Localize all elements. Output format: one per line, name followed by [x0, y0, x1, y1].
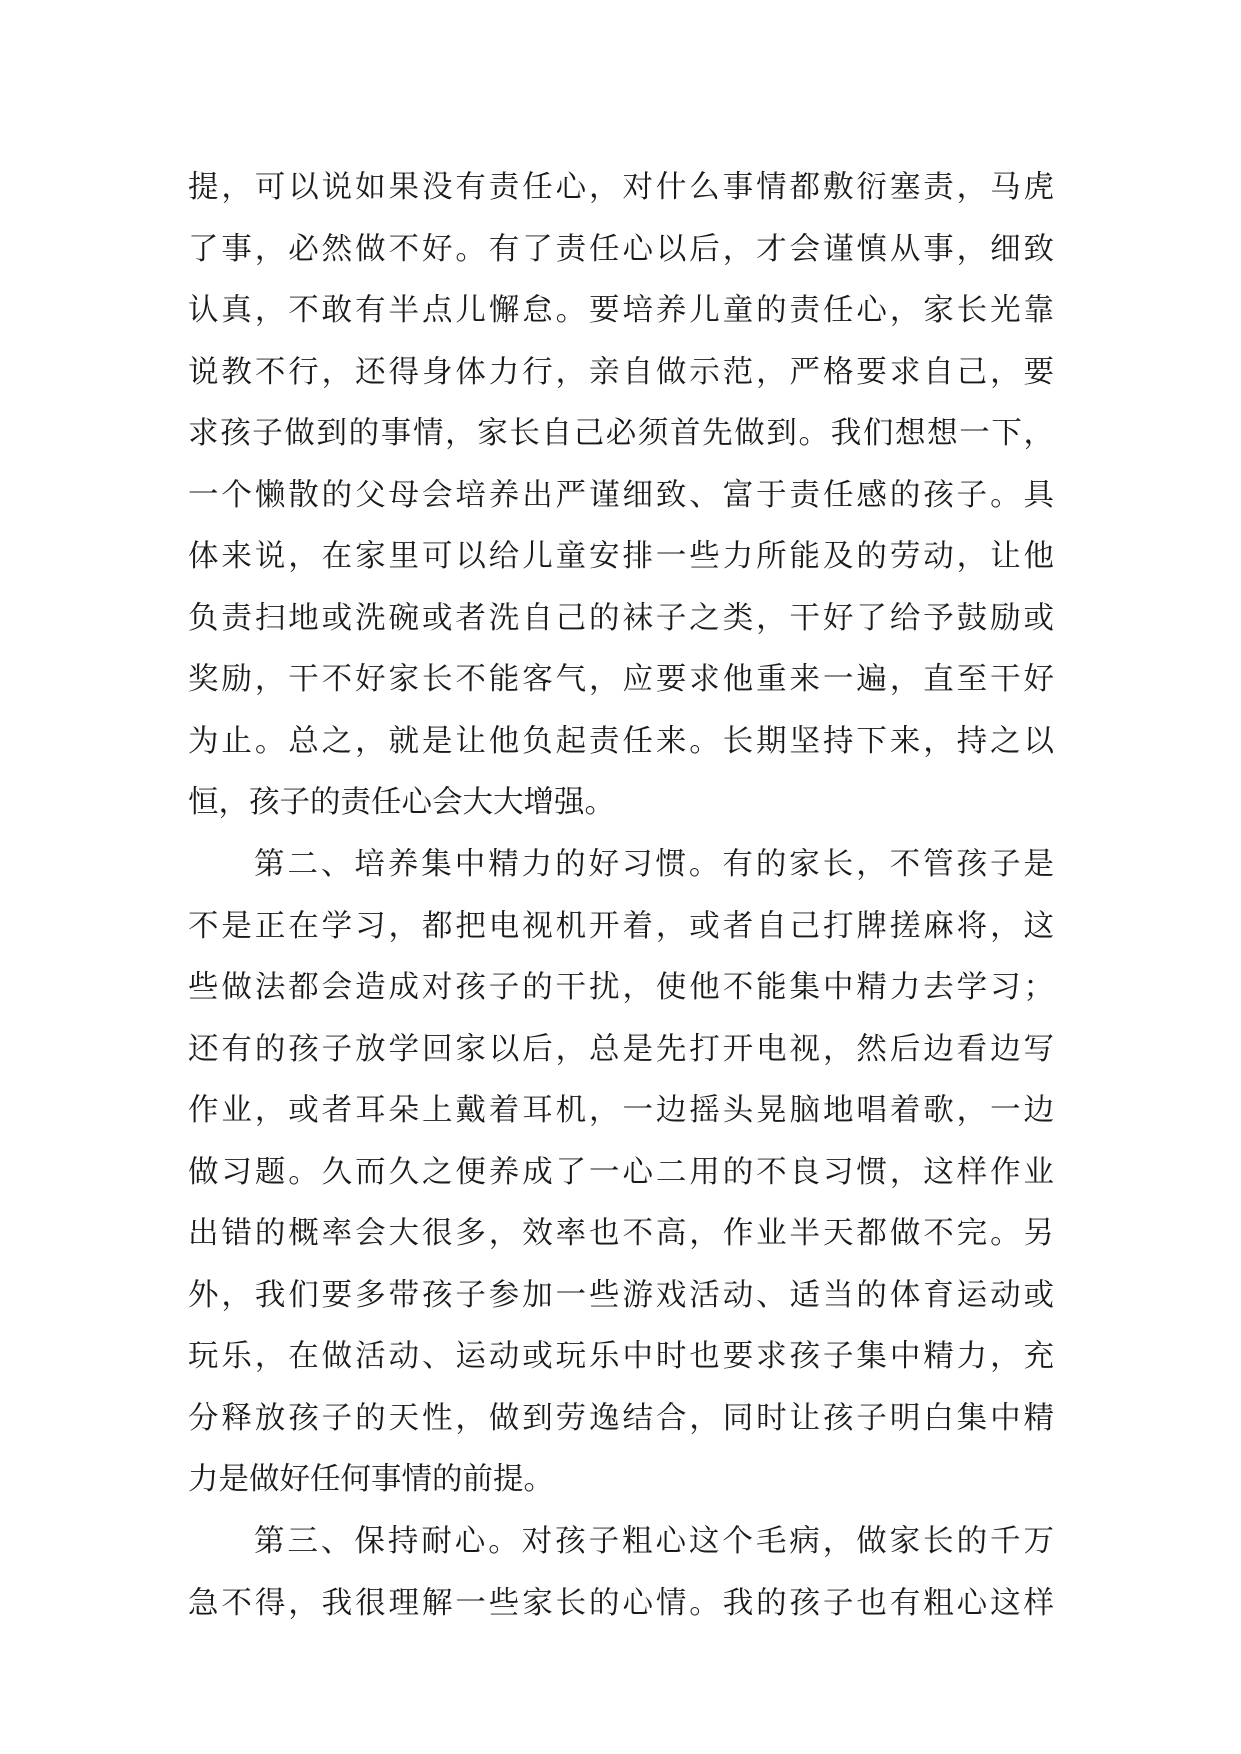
document-body — [188, 157, 1054, 1634]
text-line: 出错的概率会大很多，效率也不高，作业半天都做不完。另 — [188, 1216, 1054, 1252]
paragraph — [188, 834, 1054, 1511]
text-line: 恒，孩子的责任心会大大增强。 — [188, 785, 615, 821]
text-line: 些做法都会造成对孩子的干扰，使他不能集中精力去学习； — [188, 970, 1054, 1006]
text-line: 玩乐，在做活动、运动或玩乐中时也要求孩子集中精力，充 — [188, 1339, 1054, 1375]
text-line: 奖励，干不好家长不能客气，应要求他重来一遍，直至干好 — [188, 662, 1054, 698]
text-line: 求孩子做到的事情，家长自己必须首先做到。我们想想一下， — [188, 416, 1054, 452]
text-line: 作业，或者耳朵上戴着耳机，一边摇头晃脑地唱着歌，一边 — [188, 1093, 1054, 1129]
text-line: 力是做好任何事情的前提。 — [188, 1462, 554, 1498]
text-line: 说教不行，还得身体力行，亲自做示范，严格要求自己，要 — [188, 354, 1054, 390]
paragraph — [188, 1511, 1054, 1634]
paragraph — [188, 157, 1054, 834]
text-line: 还有的孩子放学回家以后，总是先打开电视，然后边看边写 — [188, 1031, 1054, 1067]
text-line: 第二、培养集中精力的好习惯。有的家长，不管孩子是 — [254, 847, 1054, 883]
text-line: 不是正在学习，都把电视机开着，或者自己打牌搓麻将，这 — [188, 908, 1054, 944]
text-line: 了事，必然做不好。有了责任心以后，才会谨慎从事，细致 — [188, 231, 1054, 267]
text-line: 认真，不敢有半点儿懈怠。要培养儿童的责任心，家长光靠 — [188, 293, 1054, 329]
text-line: 为止。总之，就是让他负起责任来。长期坚持下来，持之以 — [188, 723, 1054, 759]
text-line: 第三、保持耐心。对孩子粗心这个毛病，做家长的千万 — [254, 1524, 1054, 1560]
text-line: 负责扫地或洗碗或者洗自己的袜子之类，干好了给予鼓励或 — [188, 600, 1054, 636]
text-line: 分释放孩子的天性，做到劳逸结合，同时让孩子明白集中精 — [188, 1400, 1054, 1436]
text-line: 体来说，在家里可以给儿童安排一些力所能及的劳动，让他 — [188, 539, 1054, 575]
text-line: 急不得，我很理解一些家长的心情。我的孩子也有粗心这样 — [188, 1585, 1054, 1621]
text-line: 提，可以说如果没有责任心，对什么事情都敷衍塞责，马虎 — [188, 170, 1054, 205]
text-line: 一个懒散的父母会培养出严谨细致、富于责任感的孩子。具 — [188, 477, 1054, 513]
text-line: 做习题。久而久之便养成了一心二用的不良习惯，这样作业 — [188, 1154, 1054, 1190]
text-line: 外，我们要多带孩子参加一些游戏活动、适当的体育运动或 — [188, 1277, 1054, 1313]
